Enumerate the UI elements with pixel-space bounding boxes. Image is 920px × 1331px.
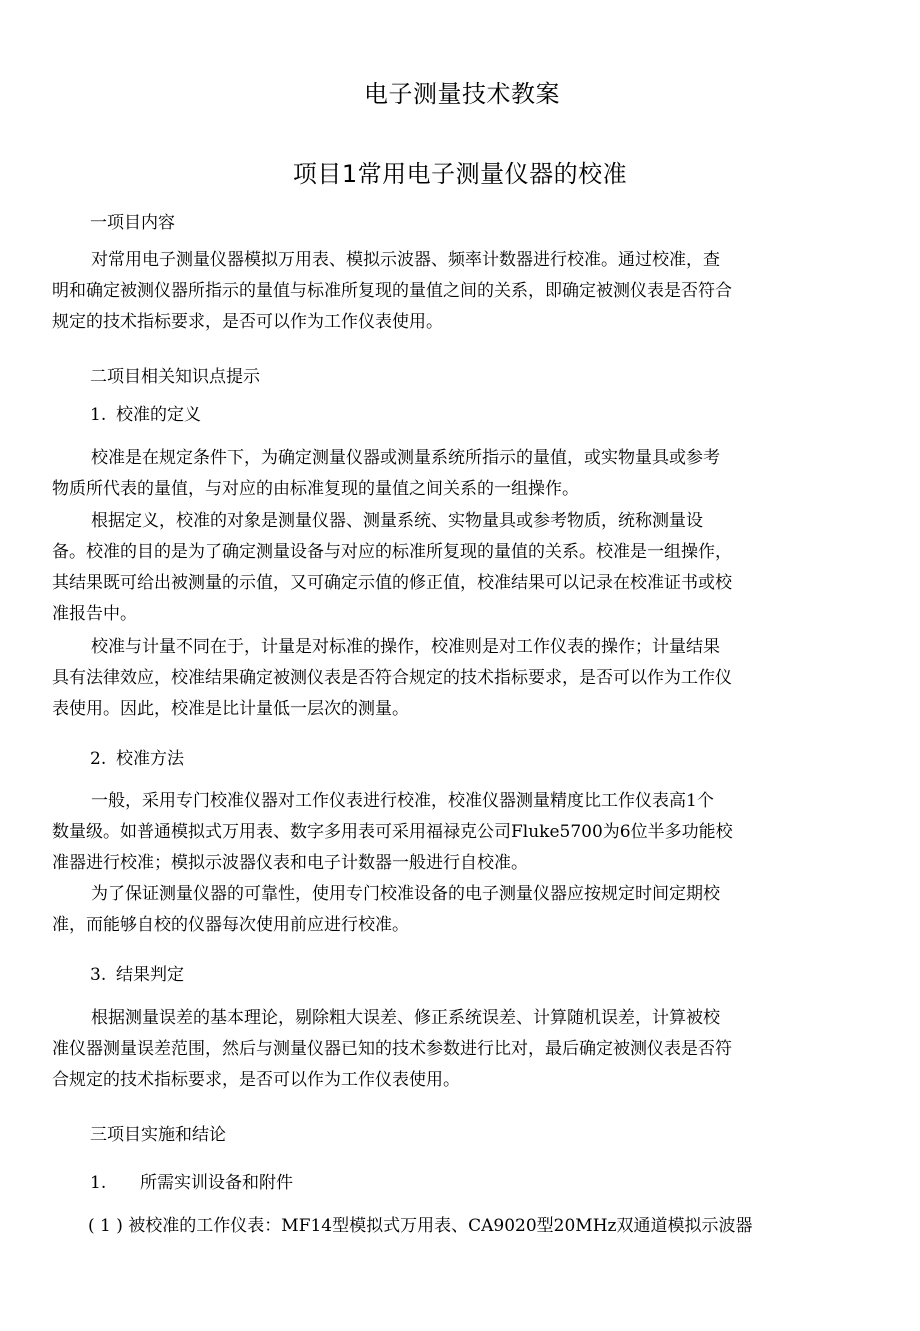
paragraph-line: 明和确定被测仪器所指示的量值与标准所复现的量值之间的关系，即确定被测仪表是否符合 [52,281,732,301]
paragraph-result-judgement [52,1003,808,1096]
subsection-heading-2-1 [90,400,790,431]
paragraph-line: 校准与计量不同在于，计量是对标准的操作，校准则是对工作仪表的操作；计量结果 [91,637,720,657]
subsection-label: 校准方法 [116,749,184,769]
document-title: 电子测量技术教案 [364,80,560,108]
subsection-heading-2-2 [90,744,790,775]
paragraph-line: 物质所代表的量值，与对应的由标准复现的量值之间关系的一组操作。 [52,479,579,499]
paragraph-line: 具有法律效应，校准结果确定被测仪表是否符合规定的技术指标要求，是否可以作为工作仪 [52,668,732,688]
paragraph-line: 准仪器测量误差范围，然后与测量仪器已知的技术参数进行比对，最后确定被测仪表是否符 [52,1039,732,1059]
section-heading-3: 三项目实施和结论 [90,1125,226,1145]
paragraph-line: 表使用。因此，校准是比计量低一层次的测量。 [52,699,409,719]
paragraph-line: 准，而能够自校的仪器每次使用前应进行校准。 [52,915,409,935]
document-subtitle: 项目1常用电子测量仪器的校准 [292,160,628,188]
paragraph-line: 备。校准的目的是为了确定测量设备与对应的标准所复现的量值的关系。校准是一组操作， [52,542,732,562]
paragraph-calibration-object [52,506,808,630]
paragraph-line: 一般，采用专门校准仪器对工作仪表进行校准，校准仪器测量精度比工作仪表高1个 [91,791,714,811]
subsection-heading-2-3 [90,960,790,991]
paragraph-line: 准报告中。 [52,604,137,624]
subsection-number: 2. [90,749,107,769]
paragraph-line: 根据测量误差的基本理论，剔除粗大误差、修正系统误差、计算随机误差，计算被校 [91,1008,720,1028]
section-heading-2: 二项目相关知识点提示 [90,367,260,387]
paragraph-line: 数量级。如普通模拟式万用表、数字多用表可采用福禄克公司Fluke5700为6位半多功能校 [52,822,733,842]
paragraph-line: 规定的技术指标要求，是否可以作为工作仪表使用。 [52,312,443,332]
subsection-label: 结果判定 [116,965,184,985]
paragraph-calibration-reliability [52,879,808,941]
paragraph-calibration-definition [52,443,808,505]
paragraph-line: 其结果既可给出被测量的示值，又可确定示值的修正值，校准结果可以记录在校准证书或校 [52,573,732,593]
subsection-label: 校准的定义 [116,405,201,425]
paragraph-line: 对常用电子测量仪器模拟万用表、模拟示波器、频率计数器进行校准。通过校准，查 [91,250,720,270]
subsection-number: 1. [90,1173,107,1193]
paragraph-line: 根据定义，校准的对象是测量仪器、测量系统、实物量具或参考物质，统称测量设 [91,511,703,531]
subsection-number: 1. [90,405,107,425]
subsection-label: 所需实训设备和附件 [140,1173,293,1193]
paragraph-calibration-vs-metrology [52,632,808,725]
paragraph-line: 准器进行校准；模拟示波器仪表和电子计数器一般进行自校准。 [52,853,528,873]
section-heading-1: 一项目内容 [90,213,175,233]
equipment-item-1: ( 1 ) 被校准的工作仪表：MF14型模拟式万用表、CA9020型20MHz双通道模拟示波器 [88,1216,753,1236]
paragraph-line: 为了保证测量仪器的可靠性，使用专门校准设备的电子测量仪器应按规定时间定期校 [91,884,720,904]
paragraph-line: 合规定的技术指标要求，是否可以作为工作仪表使用。 [52,1070,460,1090]
paragraph-project-content [52,245,808,338]
paragraph-line: 校准是在规定条件下，为确定测量仪器或测量系统所指示的量值，或实物量具或参考 [91,448,720,468]
subsection-heading-3-1 [90,1168,790,1199]
paragraph-calibration-method [52,786,808,879]
subsection-number: 3. [90,965,107,985]
